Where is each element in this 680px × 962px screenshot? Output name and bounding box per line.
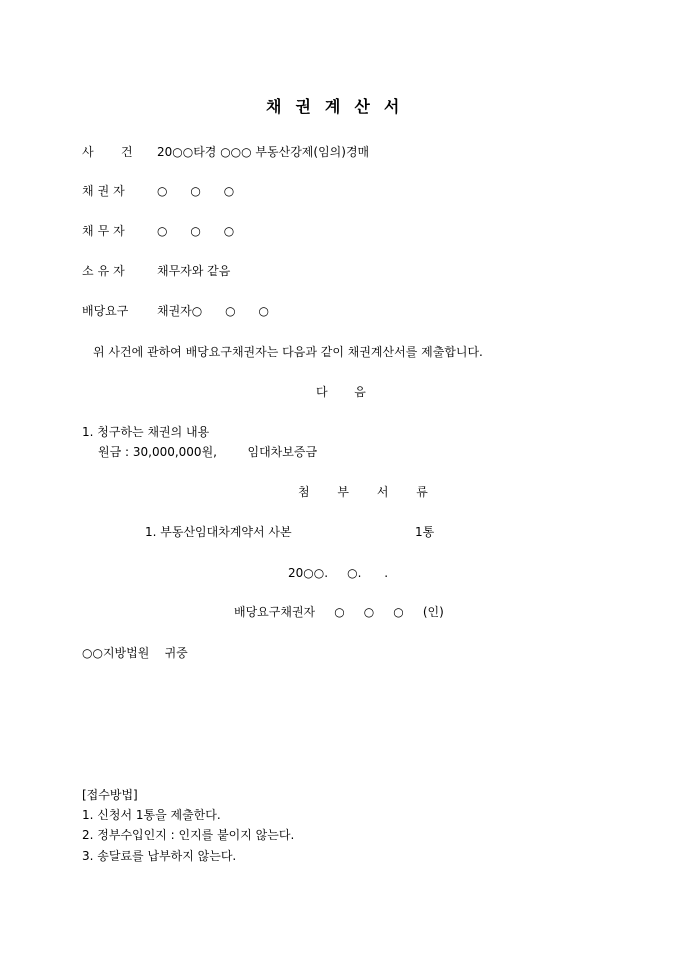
debtor-label: 채무자 (82, 224, 129, 238)
claim-detail: 원금 : 30,000,000원, 임대차보증금 (98, 445, 318, 459)
case-value: 20○○타경 ○○○ 부동산강제(임의)경매 (157, 145, 370, 159)
claim-heading: 1. 청구하는 채권의 내용 (82, 425, 210, 439)
debtor-value: ○ ○ ○ (157, 224, 235, 238)
signature-line: 배당요구채권자 ○ ○ ○ (인) (234, 605, 444, 619)
notes-heading: [접수방법] (82, 788, 138, 802)
notes-item: 3. 송달료를 납부하지 않는다. (82, 849, 237, 863)
document-title: 채권계산서 (266, 97, 414, 116)
owner-value: 채무자와 같음 (157, 264, 231, 278)
attachments-heading: 첨 부 서 류 (298, 485, 440, 499)
attachment-count: 1통 (415, 525, 435, 539)
notes-item: 1. 신청서 1통을 제출한다. (82, 808, 221, 822)
owner-label: 소유자 (82, 264, 129, 278)
creditor-value: ○ ○ ○ (157, 184, 235, 198)
attachment-item: 1. 부동산임대차계약서 사본 (145, 525, 292, 539)
statement-text: 위 사건에 관하여 배당요구채권자는 다음과 같이 채권계산서를 제출합니다. (93, 345, 483, 359)
next-heading: 다 음 (316, 385, 366, 399)
creditor-label: 채권자 (82, 184, 129, 198)
case-label: 사 건 (82, 145, 137, 159)
submission-date: 20○○. ○. . (288, 566, 389, 580)
notes-item: 2. 정부수입인지 : 인지를 붙이지 않는다. (82, 828, 295, 842)
claimant-value: 채권자○ ○ ○ (157, 304, 269, 318)
claimant-label: 배당요구 (82, 304, 129, 318)
court-addressee: ○○지방법원 귀중 (82, 646, 188, 660)
